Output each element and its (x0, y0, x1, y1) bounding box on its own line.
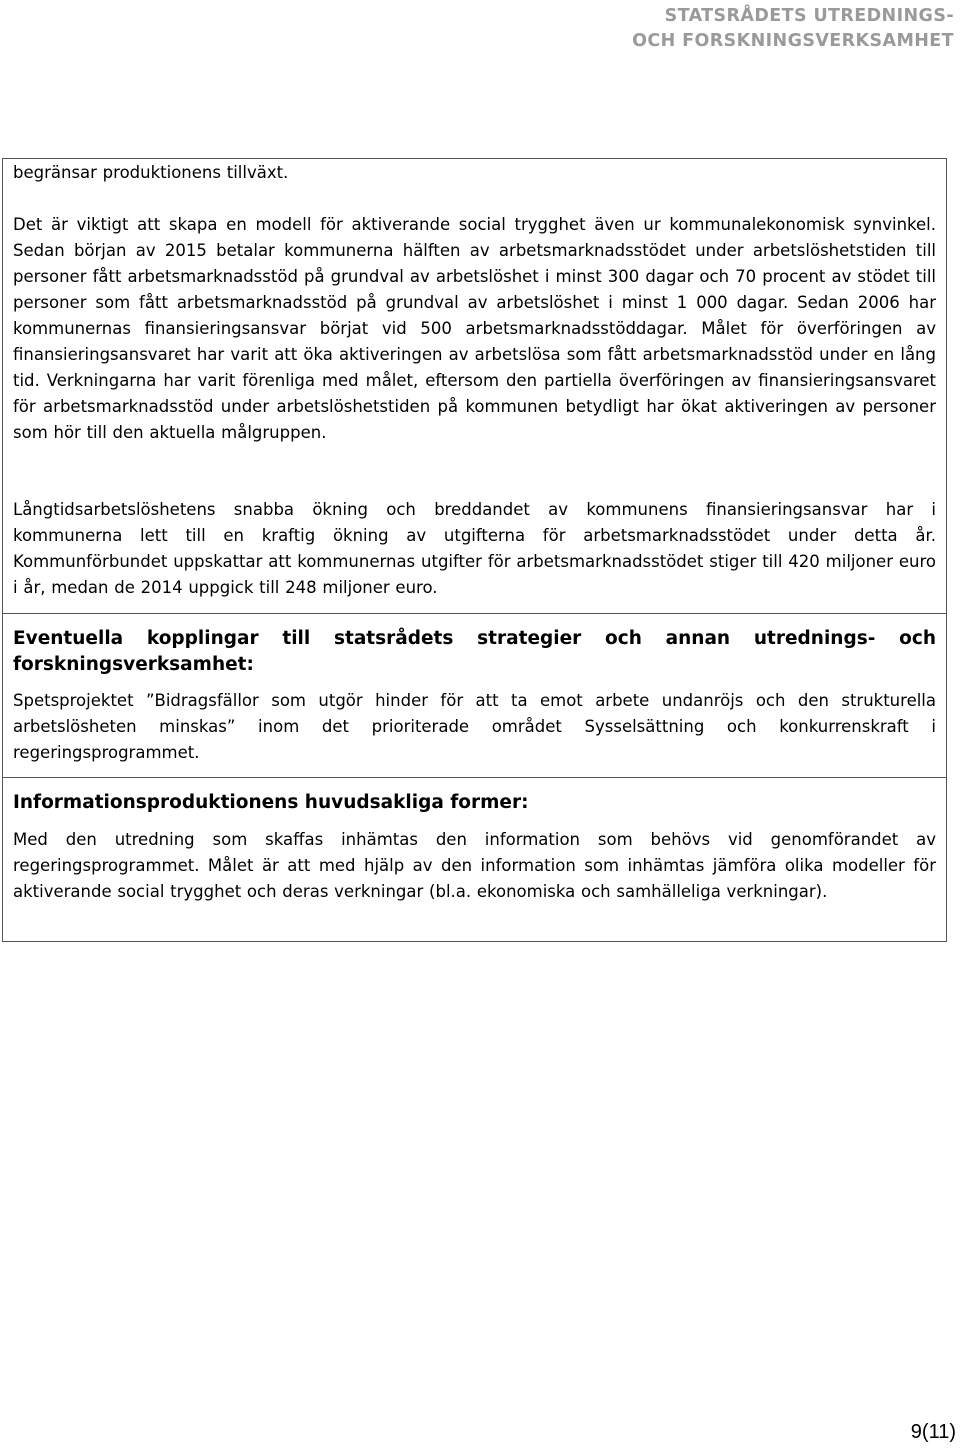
section-connections (2, 613, 947, 778)
paragraph-long-term-unemployment: Långtidsarbetslöshetens snabba ökning och breddandet av kommunens finansieringsansvar har i kommunerna lett till en kraftig ökning av utgifterna för arbetsmarknadsstödet under detta år. Kommunförbundet uppskattar att kommunernas utgifter för arbetsmarknadsstödet stiger till 420 miljoner euro i år, medan de 2014 uppgick till 248 miljoner euro. (13, 500, 936, 597)
section-heading-information-forms: Informationsproduktionens huvudsakliga former: (13, 792, 529, 813)
paragraph-intro: begränsar produktionens tillväxt. (13, 163, 289, 182)
page-number: 9(11) (910, 1421, 956, 1443)
section-heading-connections: Eventuella kopplingar till statsrådets strategier och annan utrednings- och forskningsverksamhet: (13, 628, 936, 675)
header-line-2: OCH FORSKNINGSVERKSAMHET (632, 31, 954, 51)
header-line-1: STATSRÅDETS UTREDNINGS- (664, 6, 954, 26)
paragraph-connections: Spetsprojektet ”Bidragsfällor som utgör hinder för att ta emot arbete undanröjs och den strukturella arbetslösheten minskas” inom det prioriterade området Sysselsättning och konkurrenskraft i regeringsprogrammet. (13, 691, 936, 762)
paragraph-information-forms: Med den utredning som skaffas inhämtas den information som behövs vid genomförandet av regeringsprogrammet. Målet är att med hjälp av den information som inhämtas jämföra olika modeller för aktiverande social trygghet och deras verkningar (bl.a. ekonomiska och samhälleliga verkningar). (13, 830, 936, 901)
paragraph-municipal-economy: Det är viktigt att skapa en modell för aktiverande social trygghet även ur kommunalekonomisk synvinkel. Sedan början av 2015 betalar kommunerna hälften av arbetsmarknadsstödet under arbetslöshetstiden till personer fått arbetsmarknadsstöd på grundval av arbetslöshet i minst 300 dagar och 70 procent av stödet till personer som fått arbetsmarknadsstöd på grundval av arbetslöshet i minst 1 000 dagar. Sedan 2006 har kommunernas finansieringsansvar börjat vid 500 arbetsmarknadsstöddagar. Målet för överföringen av finansieringsansvaret har varit att öka aktiveringen av arbetslösa som fått arbetsmarknadsstöd under en lång tid. Verkningarna har varit förenliga med målet, eftersom den partiella överföringen av finansieringsansvaret för arbetsmarknadsstöd under arbetslöshetstiden på kommunen betydligt har ökat aktiveringen av personer som hör till den aktuella målgruppen. (13, 215, 936, 442)
section-information-forms (2, 777, 947, 942)
page-header (632, 4, 954, 54)
section-background (2, 158, 947, 614)
